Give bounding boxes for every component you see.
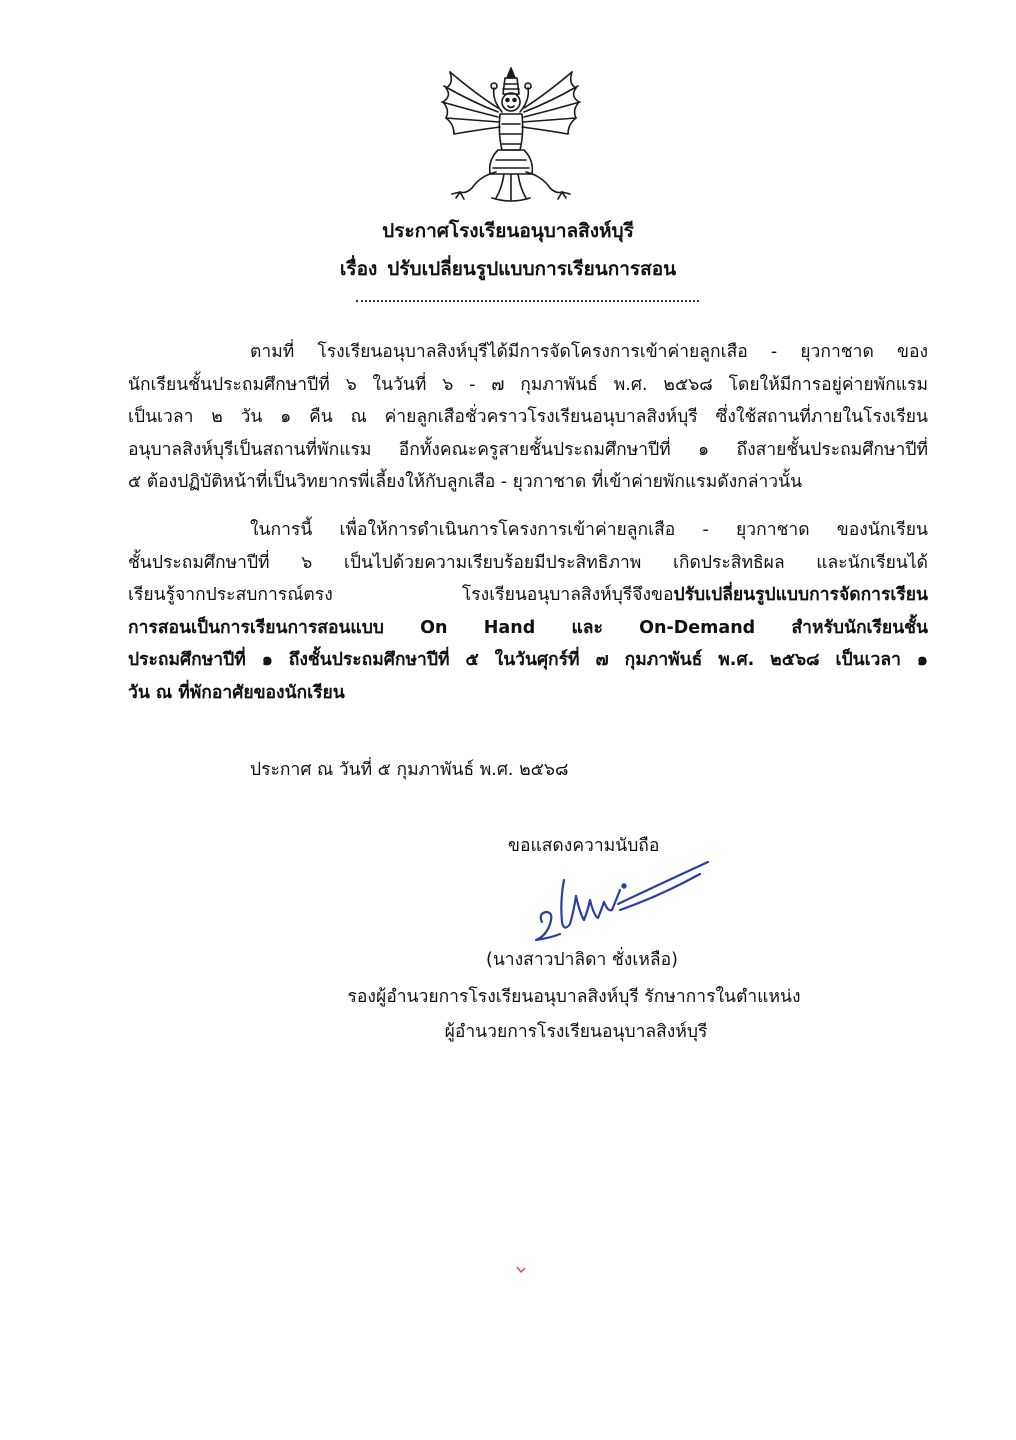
paragraph-2-emphasis-line: ประถมศึกษาปีที่ ๑ ถึงชั้นประถมศึกษาปีที่ ๕ ในวันศุกร์ที่ ๗ กุมภาพันธ์ พ.ศ. ๒๕๖๘ เป็นเวลา ๑ xyxy=(128,650,928,671)
signer-position-2: ผู้อำนวยการโรงเรียนอนุบาลสิงห์บุรี xyxy=(444,1022,708,1042)
paragraph-2-line: ชั้นประถมศึกษาปีที่ ๖ เป็นไปด้วยความเรียบร้อยมีประสิทธิภาพ เกิดประสิทธิผล และนักเรียนได้ xyxy=(128,552,928,573)
paragraph-2-text: เรียนรู้จากประสบการณ์ตรง โรงเรียนอนุบาลสิงห์บุรีจึงขอ xyxy=(128,585,674,606)
closing-salutation: ขอแสดงความนับถือ xyxy=(508,836,660,856)
subject-label: เรื่อง xyxy=(339,258,378,280)
handwritten-signature xyxy=(520,850,720,950)
signer-position-1: รองผู้อำนวยการโรงเรียนอนุบาลสิงห์บุรี รักษาการในตำแหน่ง xyxy=(347,987,801,1007)
paragraph-1-line: ตามที่ โรงเรียนอนุบาลสิงห์บุรีได้มีการจัดโครงการเข้าค่ายลูกเสือ - ยุวกาชาด ของ xyxy=(250,342,928,362)
paragraph-2-emphasis-line: การสอนเป็นการเรียนการสอนแบบ On Hand และ On-Demand สำหรับนักเรียนชั้น xyxy=(128,617,928,638)
paragraph-2-emphasis-line: วัน ณ ที่พักอาศัยของนักเรียน xyxy=(128,682,345,703)
document-title: ประกาศโรงเรียนอนุบาลสิงห์บุรี xyxy=(382,220,634,242)
subject-text: ปรับเปลี่ยนรูปแบบการเรียนการสอน xyxy=(387,258,677,280)
garuda-emblem-icon xyxy=(436,64,586,204)
red-ink-mark xyxy=(516,1266,526,1274)
paragraph-2-emphasis: ปรับเปลี่ยนรูปแบบการจัดการเรียน xyxy=(673,585,928,606)
paragraph-2-line: ในการนี้ เพื่อให้การดำเนินการโครงการเข้าค่ายลูกเสือ - ยุวกาชาด ของนักเรียน xyxy=(250,520,928,540)
body-paragraph-2 xyxy=(128,514,928,710)
paragraph-1-line: นักเรียนชั้นประถมศึกษาปีที่ ๖ ในวันที่ ๖ - ๗ กุมภาพันธ์ พ.ศ. ๒๕๖๘ โดยให้มีการอยู่ค่ายพักแรม xyxy=(128,374,928,395)
signer-name: (นางสาวปาลิดา ชั่งเหลือ) xyxy=(486,950,678,970)
paragraph-2-line xyxy=(128,579,928,612)
announcement-date: ประกาศ ณ วันที่ ๕ กุมภาพันธ์ พ.ศ. ๒๕๖๘ xyxy=(250,760,569,780)
document-subject xyxy=(0,256,1016,282)
paragraph-1-line: เป็นเวลา ๒ วัน ๑ คืน ณ ค่ายลูกเสือชั่วคราวโรงเรียนอนุบาลสิงห์บุรี ซึ่งใช้สถานที่ภายในโรงเรียน xyxy=(128,407,928,428)
dotted-divider xyxy=(356,300,699,302)
paragraph-1-line: อนุบาลสิงห์บุรีเป็นสถานที่พักแรม อีกทั้งคณะครูสายชั้นประถมศึกษาปีที่ ๑ ถึงสายชั้นประถมศึกษาปีที่ xyxy=(128,439,928,460)
body-paragraph-1 xyxy=(128,336,928,499)
paragraph-1-line: ๕ ต้องปฏิบัติหน้าที่เป็นวิทยากรพี่เลี้ยงให้กับลูกเสือ - ยุวกาชาด ที่เข้าค่ายพักแรมดังกล่าวนั้น xyxy=(128,472,803,493)
